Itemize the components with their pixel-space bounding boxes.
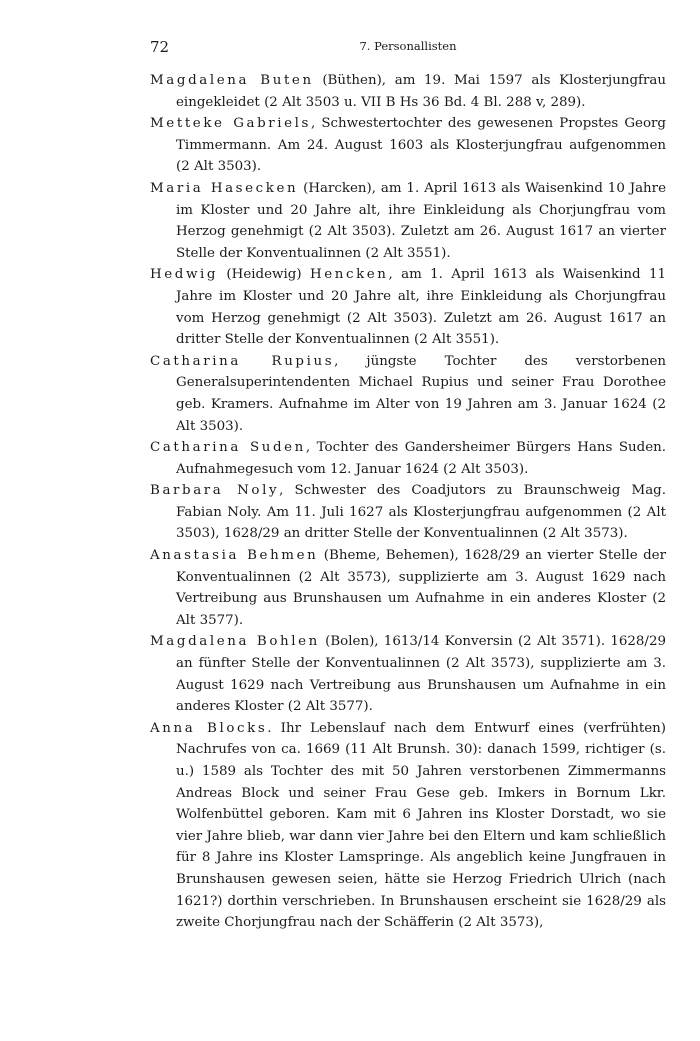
chapter-title: 7. Personallisten bbox=[359, 39, 457, 53]
entry-text: , Schwestertochter des gewesenen Propstes Georg Timmermann. Am 24. August 1603 als Klosterjungfrau aufgenommen (2 Alt 3503). bbox=[176, 116, 667, 175]
personnel-list bbox=[150, 70, 666, 934]
list-entry-magdalena-bohlen bbox=[150, 631, 666, 717]
entry-name: Anna Blocks bbox=[150, 720, 268, 736]
entry-name: Anastasia Behmen bbox=[150, 548, 319, 564]
entry-text: (Bolen), 1613/14 Konversin (2 Alt 3571). 1628/29 an fünfter Stelle der Konventualinnen (2 Alt 3573), supplizierte am 3. August 1629 nach Vertreibung aus Brunshausen um Aufnahme in ein anderes Kloster (2 Alt 3577). bbox=[176, 634, 666, 715]
entry-name: Maria Hasecken bbox=[150, 180, 299, 196]
entry-text: , Schwester des Coadjutors zu Braunschweig Mag. Fabian Noly. Am 11. Juli 1627 als Klosterjungfrau aufgenommen (2 Alt 3503), 1628/29 an dritter Stelle der Konventualinnen (2 Alt 3573). bbox=[176, 483, 666, 542]
entry-text: , jüngste Tochter des verstorbenen Generalsuperintendenten Michael Rupius und seiner Frau Dorothee geb. Kramers. Aufnahme im Alter von 19 Jahren am 3. Januar 1624 (2 Alt 3503). bbox=[176, 353, 666, 434]
running-head bbox=[150, 38, 666, 60]
entry-name: Catharina Suden bbox=[150, 440, 306, 456]
entry-name: Metteke Gabriels bbox=[150, 116, 312, 132]
entry-text-continued: , am 1. April 1613 als Waisenkind 11 Jahre im Kloster und 20 Jahre alt, ihre Einkleidung als Chorjungfrau vom Herzog genehmigt (2 Alt 3503). Zuletzt am 26. August 1617 an dritter Stelle der Konventualinnen (2 Alt 3551). bbox=[176, 267, 666, 348]
entry-text: . Ihr Lebenslauf nach dem Entwurf eines (verfrühten) Nachrufes von ca. 1669 (11 Alt Brunsh. 30): danach 1599, richtiger (s. u.) 1589 als Tochter des mit 50 Jahren verstorbenen Zimmermanns Andreas Block und seiner Frau Gese geb. Imkers in Bornum Lkr. Wolfenbüttel geboren. Kam mit 6 Jahren ins Kloster Dorstadt, wo sie vier Jahre blieb, war dann vier Jahre bei den Eltern und kam schließlich für 8 Jahre ins Kloster Lamspringe. Als angeblich keine Jungfrauen in Brunshausen gewesen seien, hätte sie Herzog Friedrich Ulrich (nach 1621?) dorthin verschrieben. In Brunshausen erscheint sie 1628/29 als zweite Chorjungfrau nach der Schäfferin (2 Alt 3573), bbox=[176, 720, 666, 931]
entry-name: Magdalena Bohlen bbox=[150, 634, 320, 650]
list-entry-magdalena-buten bbox=[150, 70, 666, 113]
page-number: 72 bbox=[150, 38, 170, 56]
entry-name: Catharina Rupius bbox=[150, 353, 335, 369]
entry-surname: Hencken bbox=[309, 267, 389, 283]
document-page bbox=[150, 38, 666, 934]
entry-name: Hedwig bbox=[150, 267, 219, 283]
list-entry-catharina-rupius bbox=[150, 351, 666, 437]
entry-text: (Bheme, Behemen), 1628/29 an vierter Stelle der Konventualinnen (2 Alt 3573), supplizierte am 3. August 1629 nach Vertreibung aus Brunshausen um Aufnahme in ein anderes Kloster (2 Alt 3577). bbox=[176, 548, 666, 628]
list-entry-barbara-noly bbox=[150, 480, 666, 545]
entry-text: (Heidewig) bbox=[218, 267, 310, 283]
entry-text: (Harcken), am 1. April 1613 als Waisenkind 10 Jahre im Kloster und 20 Jahre alt, ihre Einkleidung als Chorjungfrau vom Herzog genehmigt (2 Alt 3503). Zuletzt am 26. August 1617 an vierter Stelle der Konventualinnen (2 Alt 3551). bbox=[176, 180, 667, 261]
list-entry-hedwig-hencken bbox=[150, 264, 666, 350]
entry-text: , Tochter des Gandersheimer Bürgers Hans Suden. Aufnahmegesuch vom 12. Januar 1624 (2 Alt 3503). bbox=[176, 440, 667, 477]
entry-name: Barbara Noly bbox=[150, 483, 280, 499]
list-entry-maria-hasecken bbox=[150, 178, 666, 264]
entry-name: Magdalena Buten bbox=[150, 73, 314, 88]
list-entry-metteke-gabriels bbox=[150, 113, 666, 178]
entry-text: (Büthen), am 19. Mai 1597 als Klosterjungfrau eingekleidet (2 Alt 3503 u. VII B Hs 36 Bd. 4 Bl. 288 v, 289). bbox=[176, 73, 666, 110]
list-entry-anastasia-behmen bbox=[150, 545, 666, 631]
list-entry-catharina-suden bbox=[150, 437, 666, 480]
list-entry-anna-blocks bbox=[150, 718, 666, 934]
